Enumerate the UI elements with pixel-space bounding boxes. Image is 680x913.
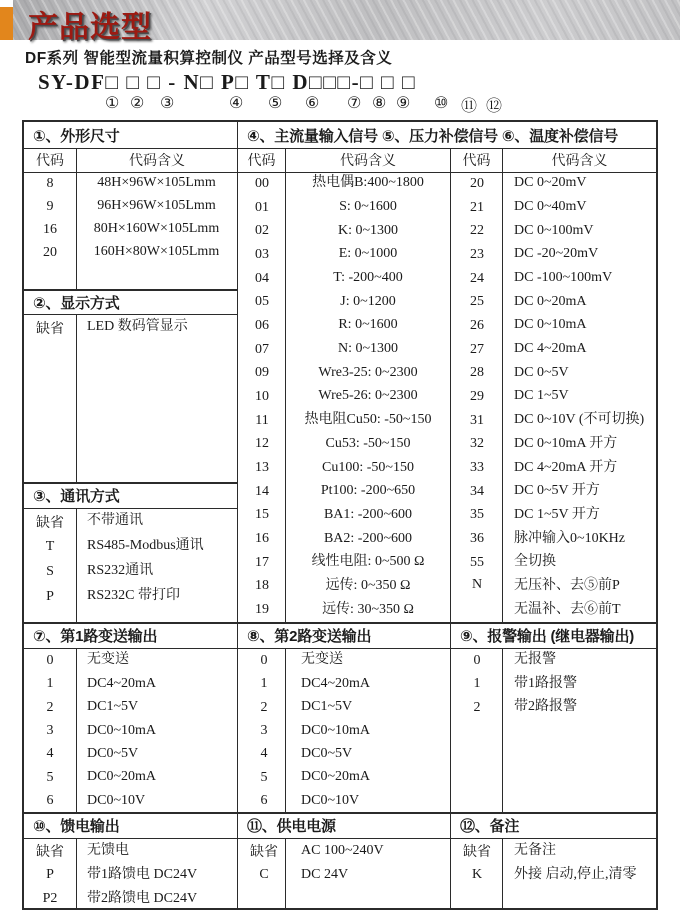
meaning-cell: DC 0~20mA	[514, 293, 587, 309]
meaning-cell: J: 0~1200	[340, 293, 396, 309]
selection-table	[22, 120, 658, 910]
table-row	[24, 172, 237, 195]
meaning-cell: DC0~20mA	[301, 769, 371, 785]
table-row	[238, 598, 450, 622]
table-row	[24, 863, 237, 887]
code-cell: 34	[470, 483, 484, 499]
table-row	[238, 766, 450, 789]
table-row	[24, 887, 237, 911]
meaning-cell: DC4~20mA	[87, 675, 157, 691]
meaning-cell: 线性电阻: 0~500 Ω	[311, 554, 425, 570]
meaning-cell: DC1~5V	[301, 699, 353, 715]
code-cell: C	[259, 867, 269, 882]
meaning-cell: DC -100~100mV	[514, 270, 613, 286]
code-cell: 05	[255, 294, 269, 310]
code-cell: 16	[43, 221, 57, 237]
table-row	[238, 243, 450, 267]
code-cell: 0	[260, 652, 268, 668]
meaning-cell: 带1路报警	[514, 675, 577, 691]
meaning-cell: 无馈电	[87, 842, 129, 858]
circle-index: ⑩	[434, 95, 449, 112]
code-cell: 00	[255, 175, 269, 191]
table-row	[238, 480, 450, 504]
table-row	[451, 672, 656, 695]
table-row	[238, 719, 450, 742]
meaning-cell: DC4~20mA	[301, 675, 371, 691]
meaning-cell: DC 0~100mV	[514, 222, 594, 238]
meaning-cell: DC0~10V	[87, 792, 146, 808]
code-cell: 3	[46, 722, 54, 738]
meaning-cell: DC 0~10mA	[514, 317, 587, 333]
meaning-cell: 无压补、去⑤前P 无温补、去⑥前T	[514, 578, 621, 618]
meaning-cell: RS232C 带打印	[87, 588, 180, 604]
table-row	[238, 196, 450, 220]
table-row	[451, 196, 656, 220]
table-row	[451, 385, 656, 409]
table-row	[24, 509, 237, 534]
meaning-cell: DC0~5V	[301, 746, 353, 761]
circle-index: ⑪	[461, 98, 478, 115]
code-cell: 06	[255, 317, 269, 333]
table-row	[451, 338, 656, 362]
code-cell: 5	[46, 769, 54, 785]
table-row	[451, 480, 656, 504]
code-cell: 26	[470, 317, 484, 333]
table-row	[238, 649, 450, 672]
code-cell: 20	[43, 244, 57, 260]
table-row	[451, 432, 656, 456]
meaning-cell: 无变送	[301, 652, 343, 668]
code-cell: 0	[46, 652, 54, 668]
meaning-cell: DC0~10mA	[301, 722, 371, 738]
code-cell: P2	[42, 891, 58, 906]
model-number-line: SY-DF□ □ □ - N□ P□ T□ D□□□-□ □ □	[38, 70, 417, 94]
code-cell: 28	[470, 365, 484, 381]
code-cell: 03	[255, 246, 269, 262]
table-row	[238, 361, 450, 385]
table-row	[238, 527, 450, 551]
code-column-header: 代码	[462, 154, 491, 169]
table-row	[238, 672, 450, 695]
table-row	[451, 172, 656, 196]
section-header-dimensions: ①、外形尺寸	[33, 127, 120, 145]
table-row	[24, 315, 237, 340]
feed-output-rows	[24, 839, 237, 908]
table-row	[24, 584, 237, 609]
code-cell: P	[46, 588, 54, 604]
meaning-cell: 无变送	[87, 652, 129, 668]
meaning-cell: LED 数码管显示	[87, 319, 188, 335]
section-header-input-signals: ④、主流量输入信号 ⑤、压力补偿信号 ⑥、温度补偿信号	[247, 127, 619, 145]
table-row	[451, 503, 656, 527]
code-cell: 4	[260, 746, 268, 762]
meaning-cell: 远传: 0~350 Ω	[325, 577, 411, 593]
circle-index: ⑥	[305, 95, 320, 112]
meaning-cell: DC -20~20mV	[514, 246, 599, 262]
section-header-transmit2: ⑧、第2路变送输出	[247, 628, 372, 645]
code-cell: 2	[260, 699, 268, 715]
circle-index: ⑨	[396, 95, 411, 112]
table-row	[451, 456, 656, 480]
meaning-cell: DC 0~5V 开方	[514, 483, 600, 499]
table-row	[238, 696, 450, 719]
table-row	[24, 790, 237, 813]
code-cell: 缺省	[36, 515, 64, 531]
meaning-cell: DC 0~5V	[514, 364, 569, 380]
code-cell: 29	[470, 388, 484, 404]
table-row	[238, 432, 450, 456]
meaning-cell: DC1~5V	[87, 699, 139, 715]
code-cell: 33	[470, 459, 484, 475]
meaning-column-header: 代码含义	[129, 154, 185, 169]
code-cell: 36	[470, 530, 484, 546]
table-row	[451, 527, 656, 551]
meaning-column-header: 代码含义	[340, 154, 396, 169]
table-row	[24, 649, 237, 672]
code-cell: 18	[255, 578, 269, 594]
table-row	[24, 696, 237, 719]
table-row	[24, 672, 237, 695]
code-cell: 1	[473, 676, 481, 692]
meaning-cell: 带2路馈电 DC24V	[87, 890, 198, 906]
table-row	[451, 243, 656, 267]
code-cell: P	[46, 867, 54, 882]
table-row	[238, 790, 450, 813]
meaning-cell: BA2: -200~600	[323, 530, 413, 546]
code-cell: S	[46, 563, 54, 579]
section-header-communication: ③、通讯方式	[33, 488, 120, 505]
transmit1-rows	[24, 649, 237, 812]
section-header-alarm-output: ⑨、报警输出 (继电器输出)	[460, 628, 635, 645]
table-row	[24, 218, 237, 241]
table-row	[24, 743, 237, 766]
code-cell: 2	[473, 699, 481, 715]
display-mode-rows	[24, 315, 237, 482]
code-cell: 4	[46, 746, 54, 762]
meaning-cell: 带1路馈电 DC24V	[87, 866, 198, 882]
meaning-cell: 带2路报警	[514, 699, 577, 715]
table-row	[451, 361, 656, 385]
table-row	[24, 534, 237, 559]
code-cell: T	[45, 538, 55, 554]
table-row	[451, 551, 656, 575]
meaning-cell: T: -200~400	[333, 270, 403, 286]
circle-index: ②	[130, 95, 145, 112]
meaning-cell: 脉冲输入0~10KHz	[514, 530, 626, 546]
code-cell: 1	[260, 676, 268, 692]
code-cell: 1	[46, 676, 54, 692]
table-row	[24, 241, 237, 264]
banner-corner	[0, 0, 13, 7]
table-row	[238, 290, 450, 314]
meaning-cell: 96H×96W×105Lmm	[97, 198, 216, 214]
code-cell: 04	[255, 270, 269, 286]
section-header-power-supply: ⑪、供电电源	[247, 818, 336, 835]
code-cell: 20	[470, 175, 484, 191]
code-cell: 8	[46, 175, 54, 191]
meaning-cell: DC 0~40mV	[514, 199, 587, 215]
meaning-cell: Wre3-25: 0~2300	[318, 364, 418, 380]
code-column-header: 代码	[247, 154, 276, 169]
code-cell: 07	[255, 341, 269, 357]
meaning-cell: DC 4~20mA 开方	[514, 459, 618, 475]
code-cell: 09	[255, 365, 269, 381]
section-header-transmit1: ⑦、第1路变送输出	[33, 628, 158, 645]
meaning-column-header: 代码含义	[551, 154, 608, 169]
transmit2-rows	[238, 649, 450, 812]
table-row	[238, 267, 450, 291]
table-row	[238, 839, 450, 863]
table-row	[451, 839, 656, 863]
communication-rows	[24, 509, 237, 622]
table-row	[24, 719, 237, 742]
circle-index: ③	[160, 95, 175, 112]
meaning-cell: 160H×80W×105Lmm	[93, 244, 220, 260]
dimensions-rows	[24, 172, 237, 289]
remarks-rows	[451, 839, 656, 908]
code-cell: 32	[470, 436, 484, 452]
code-cell: 23	[470, 246, 484, 262]
table-row	[451, 649, 656, 672]
meaning-cell: 全切换	[514, 554, 556, 570]
circle-index: ⑧	[372, 95, 387, 112]
code-cell: 5	[260, 769, 268, 785]
meaning-cell: AC 100~240V	[301, 842, 384, 858]
code-cell: 11	[255, 412, 269, 428]
table-row	[451, 409, 656, 433]
series-subtitle: DF系列 智能型流量积算控制仪 产品型号选择及含义	[25, 50, 393, 67]
code-cell: 25	[470, 294, 484, 310]
table-row	[238, 385, 450, 409]
table-row	[451, 290, 656, 314]
meaning-cell: Cu100: -50~150	[322, 459, 414, 475]
code-cell: 缺省	[463, 845, 491, 860]
table-row	[24, 839, 237, 863]
code-cell: 27	[470, 341, 484, 357]
code-column-header: 代码	[36, 154, 64, 169]
meaning-cell: DC 4~20mA	[514, 341, 587, 357]
meaning-cell: 热电阻Cu50: -50~150	[304, 412, 432, 428]
table-row	[451, 863, 656, 887]
meaning-cell: DC 0~20mV	[514, 175, 587, 191]
table-row	[451, 574, 656, 621]
meaning-cell: N: 0~1300	[337, 341, 399, 357]
meaning-cell: RS232通讯	[87, 563, 154, 579]
table-row	[451, 219, 656, 243]
meaning-cell: DC 1~5V	[514, 388, 569, 404]
meaning-cell: 80H×160W×105Lmm	[93, 221, 220, 237]
code-cell: 13	[255, 459, 269, 475]
code-cell: 22	[470, 223, 484, 239]
code-cell: 35	[470, 507, 484, 523]
table-row	[238, 219, 450, 243]
meaning-cell: Cu53: -50~150	[325, 435, 411, 451]
code-cell: N	[471, 577, 483, 593]
table-row	[238, 574, 450, 598]
code-cell: 2	[46, 699, 54, 715]
meaning-cell: DC 0~10mA 开方	[514, 435, 618, 451]
table-row	[451, 267, 656, 291]
code-cell: 0	[473, 652, 481, 668]
code-cell: 缺省	[36, 321, 64, 337]
code-cell: 24	[470, 270, 484, 286]
code-cell: 02	[255, 223, 269, 239]
code-cell: 16	[255, 530, 269, 546]
code-cell: 缺省	[36, 845, 64, 860]
meaning-cell: 无备注	[514, 842, 556, 858]
section-header-display-mode: ②、显示方式	[33, 294, 120, 312]
table-row	[238, 172, 450, 196]
table-row	[238, 456, 450, 480]
meaning-cell: DC0~20mA	[87, 769, 157, 785]
meaning-cell: E: 0~1000	[338, 246, 398, 262]
code-cell: 9	[46, 198, 54, 214]
meaning-cell: DC0~10V	[301, 792, 360, 808]
compensation-signal-rows	[451, 172, 656, 622]
meaning-cell: DC0~10mA	[87, 722, 157, 738]
table-row	[238, 551, 450, 575]
circle-index: ⑦	[347, 95, 362, 112]
meaning-cell: 不带通讯	[87, 513, 143, 529]
page-banner	[0, 0, 680, 44]
table-row	[238, 409, 450, 433]
meaning-cell: S: 0~1600	[339, 199, 397, 215]
code-cell: 3	[260, 722, 268, 738]
meaning-cell: 外接 启动,停止,清零	[514, 866, 637, 882]
meaning-cell: 无报警	[514, 652, 556, 668]
table-row	[238, 338, 450, 362]
section-header-remarks: ⑫、备注	[460, 818, 520, 835]
meaning-cell: 热电偶B:400~1800	[312, 175, 424, 191]
code-cell: 01	[255, 199, 269, 215]
main-flow-input-rows	[238, 172, 450, 622]
power-supply-rows	[238, 839, 450, 908]
code-cell: 10	[255, 388, 269, 404]
table-row	[238, 314, 450, 338]
orange-accent-bar	[0, 7, 13, 40]
code-cell: 55	[470, 554, 484, 570]
circle-index: ④	[229, 95, 244, 112]
meaning-cell: BA1: -200~600	[323, 506, 413, 522]
table-row	[238, 743, 450, 766]
meaning-cell: RS485-Modbus通讯	[87, 538, 204, 554]
meaning-cell: Wre5-26: 0~2300	[318, 388, 418, 404]
table-row	[24, 559, 237, 584]
code-cell: 15	[255, 507, 269, 523]
code-cell: 17	[255, 554, 269, 570]
meaning-cell: DC0~5V	[87, 746, 139, 761]
circle-index: ①	[105, 95, 120, 112]
code-cell: 21	[470, 199, 484, 215]
table-row	[451, 696, 656, 719]
code-cell: K	[471, 867, 483, 882]
meaning-cell: DC 24V	[301, 866, 349, 882]
meaning-cell: 远传: 30~350 Ω	[322, 601, 414, 617]
code-cell: 14	[255, 483, 269, 499]
circle-index: ⑫	[486, 98, 503, 115]
meaning-cell: K: 0~1300	[337, 222, 399, 238]
code-cell: 31	[470, 412, 484, 428]
table-row	[24, 195, 237, 218]
code-cell: 19	[255, 601, 269, 617]
code-cell: 6	[46, 793, 54, 809]
meaning-cell: DC 1~5V 开方	[514, 506, 600, 522]
circle-index: ⑤	[268, 95, 283, 112]
table-row	[451, 314, 656, 338]
meaning-cell: 48H×96W×105Lmm	[97, 175, 216, 191]
code-cell: 6	[260, 793, 268, 809]
alarm-output-rows	[451, 649, 656, 812]
section-header-feed-output: ⑩、馈电输出	[33, 818, 120, 835]
table-row	[238, 863, 450, 887]
code-cell: 12	[255, 436, 269, 452]
meaning-cell: R: 0~1600	[338, 317, 398, 333]
model-position-indexes	[0, 93, 680, 113]
code-cell: 缺省	[250, 845, 278, 860]
table-row	[238, 503, 450, 527]
meaning-cell: DC 0~10V (不可切换)	[514, 412, 645, 428]
page-title: 产品选型	[28, 11, 152, 44]
meaning-cell: Pt100: -200~650	[320, 483, 416, 499]
table-row	[24, 766, 237, 789]
